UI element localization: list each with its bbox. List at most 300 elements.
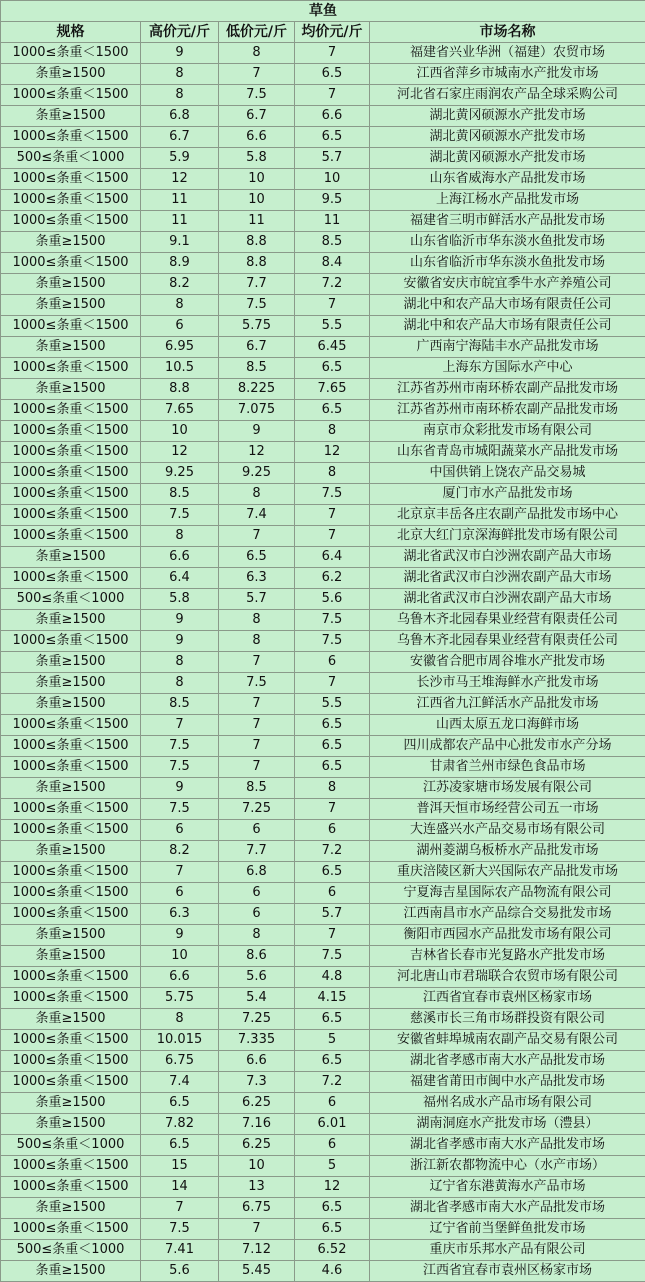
cell-high-price: 15	[141, 1156, 219, 1177]
table-row	[1, 442, 645, 463]
table-row	[1, 1261, 645, 1282]
cell-low-price: 6	[219, 904, 295, 925]
cell-spec: 条重≥1500	[1, 1198, 141, 1219]
header-market-name: 市场名称	[370, 22, 645, 43]
cell-high-price: 7.5	[141, 505, 219, 526]
cell-spec: 条重≥1500	[1, 841, 141, 862]
table-row	[1, 127, 645, 148]
cell-spec: 条重≥1500	[1, 673, 141, 694]
cell-low-price: 7	[219, 736, 295, 757]
cell-spec: 1000≤条重＜1500	[1, 127, 141, 148]
table-row	[1, 1072, 645, 1093]
cell-spec: 条重≥1500	[1, 778, 141, 799]
cell-low-price: 8.8	[219, 232, 295, 253]
cell-spec: 1000≤条重＜1500	[1, 715, 141, 736]
cell-avg-price: 7.65	[295, 379, 370, 400]
cell-market-name: 慈溪市长三角市场群投资有限公司	[370, 1009, 645, 1030]
cell-avg-price: 6.5	[295, 862, 370, 883]
cell-spec: 条重≥1500	[1, 547, 141, 568]
cell-market-name: 湖北省孝感市南大水产品批发市场	[370, 1051, 645, 1072]
cell-low-price: 8	[219, 631, 295, 652]
cell-high-price: 6.75	[141, 1051, 219, 1072]
cell-spec: 1000≤条重＜1500	[1, 484, 141, 505]
cell-avg-price: 7.2	[295, 1072, 370, 1093]
cell-market-name: 湖州菱湖乌板桥水产品批发市场	[370, 841, 645, 862]
cell-spec: 条重≥1500	[1, 337, 141, 358]
cell-market-name: 河北省石家庄雨润农产品全球采购公司	[370, 85, 645, 106]
cell-avg-price: 8	[295, 778, 370, 799]
cell-avg-price: 6	[295, 652, 370, 673]
cell-market-name: 山东省临沂市华东淡水鱼批发市场	[370, 253, 645, 274]
cell-low-price: 12	[219, 442, 295, 463]
cell-market-name: 乌鲁木齐北园春果业经营有限责任公司	[370, 631, 645, 652]
cell-market-name: 湖北省孝感市南大水产品批发市场	[370, 1198, 645, 1219]
cell-market-name: 中国供销上饶农产品交易城	[370, 463, 645, 484]
cell-market-name: 福州名成水产品市场有限公司	[370, 1093, 645, 1114]
title-row	[1, 1, 645, 22]
header-high-price: 高价元/斤	[141, 22, 219, 43]
cell-spec: 500≤条重＜1000	[1, 148, 141, 169]
cell-spec: 1000≤条重＜1500	[1, 568, 141, 589]
cell-high-price: 6.7	[141, 127, 219, 148]
cell-spec: 条重≥1500	[1, 946, 141, 967]
cell-low-price: 6.5	[219, 547, 295, 568]
table-row	[1, 736, 645, 757]
cell-high-price: 10	[141, 946, 219, 967]
cell-spec: 1000≤条重＜1500	[1, 85, 141, 106]
cell-spec: 1000≤条重＜1500	[1, 904, 141, 925]
cell-market-name: 浙江新农都物流中心（水产市场）	[370, 1156, 645, 1177]
cell-market-name: 普洱天恒市场经营公司五一市场	[370, 799, 645, 820]
cell-spec: 1000≤条重＜1500	[1, 253, 141, 274]
cell-avg-price: 6.52	[295, 1240, 370, 1261]
cell-market-name: 山东省威海水产品批发市场	[370, 169, 645, 190]
cell-market-name: 江西省宜春市袁州区杨家市场	[370, 1261, 645, 1282]
cell-avg-price: 6.5	[295, 1051, 370, 1072]
cell-low-price: 7.7	[219, 274, 295, 295]
cell-low-price: 6	[219, 820, 295, 841]
cell-spec: 条重≥1500	[1, 295, 141, 316]
table-row	[1, 799, 645, 820]
cell-low-price: 7.5	[219, 673, 295, 694]
cell-high-price: 8.2	[141, 841, 219, 862]
table-row	[1, 1135, 645, 1156]
cell-avg-price: 7.5	[295, 631, 370, 652]
cell-low-price: 5.45	[219, 1261, 295, 1282]
cell-avg-price: 5.5	[295, 694, 370, 715]
cell-high-price: 8	[141, 295, 219, 316]
cell-high-price: 6	[141, 883, 219, 904]
cell-spec: 1000≤条重＜1500	[1, 883, 141, 904]
cell-avg-price: 12	[295, 442, 370, 463]
cell-market-name: 四川成都农产品中心批发市水产分场	[370, 736, 645, 757]
cell-spec: 1000≤条重＜1500	[1, 211, 141, 232]
cell-high-price: 7.4	[141, 1072, 219, 1093]
table-row	[1, 841, 645, 862]
cell-high-price: 7.5	[141, 757, 219, 778]
table-row	[1, 232, 645, 253]
cell-low-price: 8.5	[219, 358, 295, 379]
table-row	[1, 253, 645, 274]
cell-low-price: 9.25	[219, 463, 295, 484]
cell-spec: 1000≤条重＜1500	[1, 505, 141, 526]
table-row	[1, 1030, 645, 1051]
cell-low-price: 8	[219, 925, 295, 946]
cell-spec: 1000≤条重＜1500	[1, 169, 141, 190]
cell-high-price: 12	[141, 169, 219, 190]
table-row	[1, 757, 645, 778]
cell-low-price: 8.5	[219, 778, 295, 799]
cell-low-price: 7.5	[219, 85, 295, 106]
table-row	[1, 1009, 645, 1030]
cell-high-price: 8.2	[141, 274, 219, 295]
cell-avg-price: 6.45	[295, 337, 370, 358]
cell-high-price: 6.3	[141, 904, 219, 925]
cell-high-price: 12	[141, 442, 219, 463]
cell-low-price: 6.25	[219, 1135, 295, 1156]
cell-low-price: 7.7	[219, 841, 295, 862]
cell-market-name: 江西省九江鲜活水产品批发市场	[370, 694, 645, 715]
cell-low-price: 10	[219, 1156, 295, 1177]
cell-market-name: 江西省宜春市袁州区杨家市场	[370, 988, 645, 1009]
cell-low-price: 7	[219, 715, 295, 736]
cell-avg-price: 4.6	[295, 1261, 370, 1282]
cell-avg-price: 6	[295, 1135, 370, 1156]
cell-low-price: 7.075	[219, 400, 295, 421]
header-row	[1, 22, 645, 43]
cell-market-name: 北京京丰岳各庄农副产品批发市场中心	[370, 505, 645, 526]
cell-high-price: 8.8	[141, 379, 219, 400]
cell-market-name: 湖北中和农产品大市场有限责任公司	[370, 295, 645, 316]
cell-avg-price: 6.5	[295, 1198, 370, 1219]
cell-high-price: 8.5	[141, 484, 219, 505]
table-row	[1, 778, 645, 799]
cell-low-price: 6.7	[219, 106, 295, 127]
cell-avg-price: 4.15	[295, 988, 370, 1009]
table-row	[1, 358, 645, 379]
cell-low-price: 7.16	[219, 1114, 295, 1135]
cell-low-price: 7	[219, 526, 295, 547]
cell-spec: 条重≥1500	[1, 1114, 141, 1135]
cell-market-name: 湖北省武汉市白沙洲农副产品大市场	[370, 568, 645, 589]
cell-avg-price: 9.5	[295, 190, 370, 211]
cell-low-price: 7.25	[219, 799, 295, 820]
cell-high-price: 8	[141, 673, 219, 694]
cell-low-price: 10	[219, 169, 295, 190]
cell-spec: 条重≥1500	[1, 694, 141, 715]
cell-high-price: 6	[141, 820, 219, 841]
table-row	[1, 526, 645, 547]
cell-low-price: 7.335	[219, 1030, 295, 1051]
table-body	[1, 43, 645, 1282]
cell-market-name: 宁夏海吉星国际农产品物流有限公司	[370, 883, 645, 904]
cell-spec: 1000≤条重＜1500	[1, 442, 141, 463]
cell-market-name: 山西太原五龙口海鲜市场	[370, 715, 645, 736]
cell-avg-price: 6.5	[295, 736, 370, 757]
table-row	[1, 1051, 645, 1072]
table-row	[1, 169, 645, 190]
cell-avg-price: 6.5	[295, 715, 370, 736]
table-row	[1, 463, 645, 484]
cell-market-name: 衡阳市西园水产品批发市场有限公司	[370, 925, 645, 946]
cell-avg-price: 7	[295, 673, 370, 694]
cell-high-price: 8	[141, 64, 219, 85]
cell-low-price: 7	[219, 694, 295, 715]
cell-high-price: 7.5	[141, 799, 219, 820]
table-row	[1, 610, 645, 631]
cell-high-price: 9	[141, 43, 219, 64]
cell-low-price: 7	[219, 1219, 295, 1240]
cell-avg-price: 7	[295, 925, 370, 946]
table-row	[1, 295, 645, 316]
table-row	[1, 652, 645, 673]
cell-high-price: 5.9	[141, 148, 219, 169]
cell-spec: 1000≤条重＜1500	[1, 1177, 141, 1198]
cell-market-name: 大连盛兴水产品交易市场有限公司	[370, 820, 645, 841]
cell-market-name: 山东省临沂市华东淡水鱼批发市场	[370, 232, 645, 253]
cell-avg-price: 6	[295, 820, 370, 841]
cell-high-price: 5.8	[141, 589, 219, 610]
cell-high-price: 9	[141, 778, 219, 799]
cell-market-name: 甘肃省兰州市绿色食品市场	[370, 757, 645, 778]
cell-spec: 1000≤条重＜1500	[1, 820, 141, 841]
cell-avg-price: 6.01	[295, 1114, 370, 1135]
table-row	[1, 421, 645, 442]
cell-market-name: 广西南宁海陆丰水产品批发市场	[370, 337, 645, 358]
cell-spec: 1000≤条重＜1500	[1, 1156, 141, 1177]
table-row	[1, 1219, 645, 1240]
header-low-price: 低价元/斤	[219, 22, 295, 43]
cell-market-name: 南京市众彩批发市场有限公司	[370, 421, 645, 442]
cell-high-price: 7.65	[141, 400, 219, 421]
cell-market-name: 山东省青岛市城阳蔬菜水产品批发市场	[370, 442, 645, 463]
cell-spec: 500≤条重＜1000	[1, 589, 141, 610]
table-row	[1, 883, 645, 904]
cell-market-name: 湖北黄冈硕源水产批发市场	[370, 127, 645, 148]
table-row	[1, 862, 645, 883]
cell-spec: 500≤条重＜1000	[1, 1135, 141, 1156]
cell-spec: 条重≥1500	[1, 925, 141, 946]
cell-spec: 1000≤条重＜1500	[1, 1219, 141, 1240]
table-row	[1, 1240, 645, 1261]
cell-low-price: 6.7	[219, 337, 295, 358]
cell-spec: 条重≥1500	[1, 1261, 141, 1282]
cell-market-name: 重庆市乐邦水产品有限公司	[370, 1240, 645, 1261]
cell-low-price: 6.6	[219, 1051, 295, 1072]
cell-low-price: 8	[219, 484, 295, 505]
cell-avg-price: 6.5	[295, 64, 370, 85]
cell-spec: 1000≤条重＜1500	[1, 1030, 141, 1051]
cell-avg-price: 8	[295, 463, 370, 484]
cell-high-price: 6.5	[141, 1135, 219, 1156]
cell-spec: 条重≥1500	[1, 106, 141, 127]
cell-high-price: 6.95	[141, 337, 219, 358]
table-row	[1, 316, 645, 337]
cell-market-name: 湖北省孝感市南大水产品批发市场	[370, 1135, 645, 1156]
cell-spec: 1000≤条重＜1500	[1, 736, 141, 757]
cell-market-name: 辽宁省东港黄海水产品市场	[370, 1177, 645, 1198]
cell-market-name: 湖北省武汉市白沙洲农副产品大市场	[370, 589, 645, 610]
table-row	[1, 820, 645, 841]
cell-high-price: 6.4	[141, 568, 219, 589]
cell-high-price: 9	[141, 925, 219, 946]
table-row	[1, 43, 645, 64]
cell-avg-price: 5	[295, 1156, 370, 1177]
cell-high-price: 6.6	[141, 967, 219, 988]
cell-avg-price: 6.5	[295, 757, 370, 778]
cell-market-name: 河北唐山市君瑞联合农贸市场有限公司	[370, 967, 645, 988]
cell-avg-price: 4.8	[295, 967, 370, 988]
cell-low-price: 8.8	[219, 253, 295, 274]
cell-avg-price: 6.5	[295, 1219, 370, 1240]
cell-market-name: 厦门市水产品批发市场	[370, 484, 645, 505]
cell-high-price: 8.5	[141, 694, 219, 715]
cell-low-price: 5.4	[219, 988, 295, 1009]
table-row	[1, 484, 645, 505]
cell-market-name: 安徽省蚌埠城南农副产品交易有限公司	[370, 1030, 645, 1051]
cell-spec: 1000≤条重＜1500	[1, 358, 141, 379]
cell-market-name: 安徽省合肥市周谷堆水产批发市场	[370, 652, 645, 673]
cell-avg-price: 6.4	[295, 547, 370, 568]
cell-avg-price: 6	[295, 883, 370, 904]
table-title: 草鱼	[1, 1, 645, 22]
cell-low-price: 7	[219, 64, 295, 85]
cell-avg-price: 7.5	[295, 946, 370, 967]
cell-market-name: 湖北黄冈硕源水产批发市场	[370, 106, 645, 127]
table-row	[1, 64, 645, 85]
cell-avg-price: 6	[295, 1093, 370, 1114]
cell-high-price: 7	[141, 862, 219, 883]
cell-market-name: 上海江杨水产品批发市场	[370, 190, 645, 211]
cell-low-price: 6.25	[219, 1093, 295, 1114]
table-row	[1, 1156, 645, 1177]
cell-avg-price: 8.5	[295, 232, 370, 253]
cell-market-name: 安徽省安庆市皖宜季牛水产养殖公司	[370, 274, 645, 295]
table-row	[1, 589, 645, 610]
cell-spec: 1000≤条重＜1500	[1, 316, 141, 337]
cell-avg-price: 8.4	[295, 253, 370, 274]
cell-low-price: 7.5	[219, 295, 295, 316]
cell-high-price: 10	[141, 421, 219, 442]
cell-market-name: 江苏省苏州市南环桥农副产品批发市场	[370, 400, 645, 421]
cell-high-price: 7.5	[141, 736, 219, 757]
cell-high-price: 6.6	[141, 547, 219, 568]
cell-avg-price: 7	[295, 799, 370, 820]
cell-low-price: 8	[219, 43, 295, 64]
cell-low-price: 6.6	[219, 127, 295, 148]
cell-spec: 1000≤条重＜1500	[1, 967, 141, 988]
table-row	[1, 400, 645, 421]
cell-spec: 1000≤条重＜1500	[1, 1051, 141, 1072]
cell-high-price: 9.1	[141, 232, 219, 253]
table-row	[1, 337, 645, 358]
table-row	[1, 631, 645, 652]
cell-avg-price: 7.2	[295, 274, 370, 295]
cell-low-price: 6.8	[219, 862, 295, 883]
cell-low-price: 6.75	[219, 1198, 295, 1219]
cell-low-price: 8.6	[219, 946, 295, 967]
cell-high-price: 9.25	[141, 463, 219, 484]
table-row	[1, 568, 645, 589]
cell-spec: 1000≤条重＜1500	[1, 526, 141, 547]
cell-spec: 1000≤条重＜1500	[1, 988, 141, 1009]
cell-high-price: 6.5	[141, 1093, 219, 1114]
table-row	[1, 967, 645, 988]
cell-avg-price: 7	[295, 85, 370, 106]
cell-market-name: 吉林省长春市光复路水产批发市场	[370, 946, 645, 967]
cell-avg-price: 6.5	[295, 1009, 370, 1030]
cell-spec: 1000≤条重＜1500	[1, 43, 141, 64]
cell-low-price: 10	[219, 190, 295, 211]
table-row	[1, 715, 645, 736]
cell-avg-price: 6.5	[295, 127, 370, 148]
cell-spec: 1000≤条重＜1500	[1, 400, 141, 421]
cell-avg-price: 7.2	[295, 841, 370, 862]
cell-high-price: 9	[141, 610, 219, 631]
cell-high-price: 8.9	[141, 253, 219, 274]
cell-market-name: 湖北中和农产品大市场有限责任公司	[370, 316, 645, 337]
cell-low-price: 5.6	[219, 967, 295, 988]
cell-avg-price: 10	[295, 169, 370, 190]
cell-spec: 条重≥1500	[1, 274, 141, 295]
cell-spec: 条重≥1500	[1, 232, 141, 253]
cell-low-price: 8.225	[219, 379, 295, 400]
header-spec: 规格	[1, 22, 141, 43]
cell-market-name: 湖北省武汉市白沙洲农副产品大市场	[370, 547, 645, 568]
cell-market-name: 江西省萍乡市城南水产批发市场	[370, 64, 645, 85]
cell-market-name: 湖南洞庭水产批发市场（澧县）	[370, 1114, 645, 1135]
table-row	[1, 106, 645, 127]
cell-avg-price: 6.5	[295, 400, 370, 421]
table-row	[1, 673, 645, 694]
cell-high-price: 8	[141, 526, 219, 547]
cell-high-price: 8	[141, 652, 219, 673]
cell-spec: 条重≥1500	[1, 1009, 141, 1030]
cell-high-price: 7	[141, 1198, 219, 1219]
table-row	[1, 1198, 645, 1219]
cell-avg-price: 5.5	[295, 316, 370, 337]
cell-low-price: 7.25	[219, 1009, 295, 1030]
table-row	[1, 379, 645, 400]
cell-high-price: 7.41	[141, 1240, 219, 1261]
cell-low-price: 7.4	[219, 505, 295, 526]
cell-high-price: 8	[141, 85, 219, 106]
cell-spec: 条重≥1500	[1, 64, 141, 85]
table-row	[1, 1177, 645, 1198]
cell-low-price: 7.3	[219, 1072, 295, 1093]
cell-market-name: 重庆涪陵区新大兴国际农产品批发市场	[370, 862, 645, 883]
cell-market-name: 上海东方国际水产中心	[370, 358, 645, 379]
cell-spec: 1000≤条重＜1500	[1, 631, 141, 652]
table-row	[1, 946, 645, 967]
cell-low-price: 11	[219, 211, 295, 232]
cell-high-price: 10.015	[141, 1030, 219, 1051]
cell-high-price: 11	[141, 211, 219, 232]
cell-avg-price: 6.6	[295, 106, 370, 127]
cell-avg-price: 7	[295, 295, 370, 316]
cell-market-name: 江西南昌市水产品综合交易批发市场	[370, 904, 645, 925]
table-row	[1, 505, 645, 526]
cell-low-price: 8	[219, 610, 295, 631]
cell-high-price: 8	[141, 1009, 219, 1030]
cell-spec: 1000≤条重＜1500	[1, 1072, 141, 1093]
table-row	[1, 148, 645, 169]
header-avg-price: 均价元/斤	[295, 22, 370, 43]
cell-avg-price: 8	[295, 421, 370, 442]
cell-market-name: 江苏凌家塘市场发展有限公司	[370, 778, 645, 799]
cell-avg-price: 6.2	[295, 568, 370, 589]
cell-market-name: 乌鲁木齐北园春果业经营有限责任公司	[370, 610, 645, 631]
